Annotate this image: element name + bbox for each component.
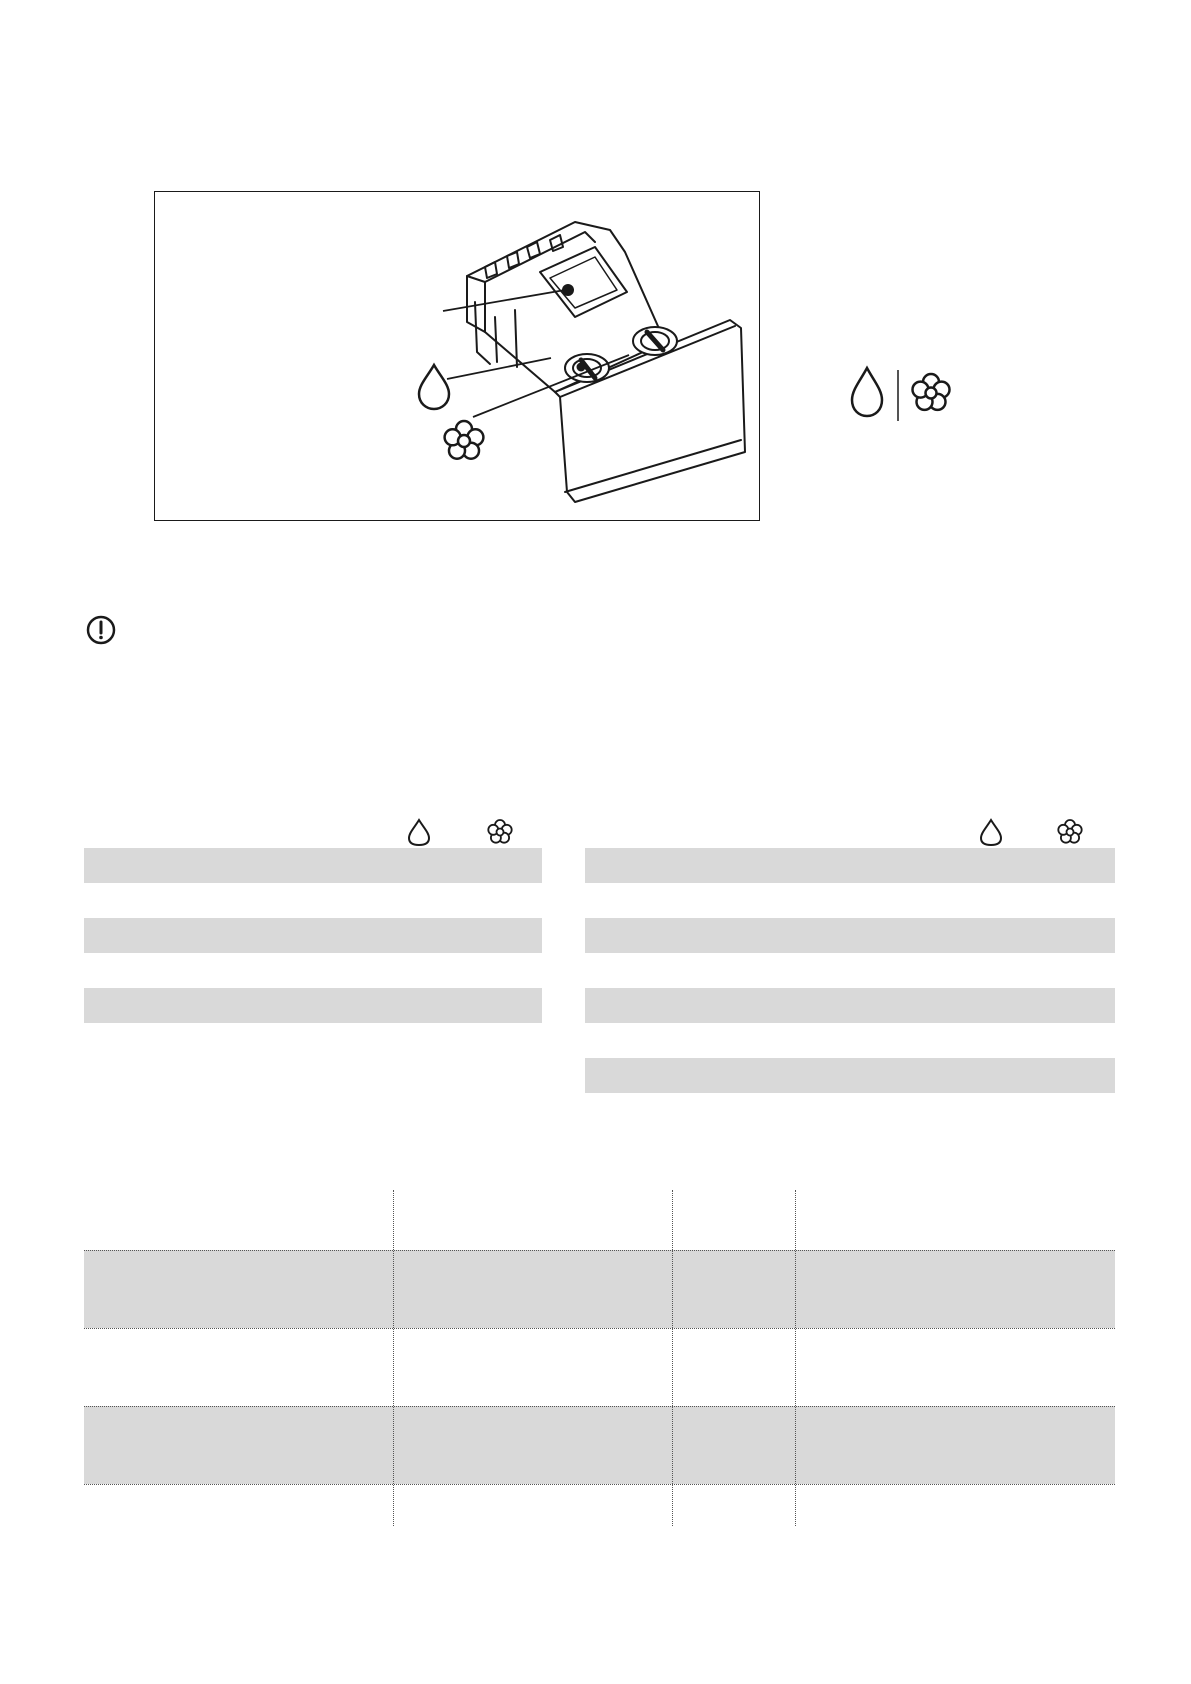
column-divider [393,1190,394,1526]
table-row [84,1484,1115,1526]
table-row [84,1250,1115,1328]
drop-icon [419,365,449,409]
row-divider [84,1406,1115,1407]
program-grid-table [84,1190,1115,1526]
column-divider [672,1190,673,1526]
column-divider [795,1190,796,1526]
drop-icon [406,818,432,846]
exclamation-circle-icon [86,615,116,645]
dot-marker [562,284,574,296]
flower-icon [913,374,950,410]
flower-icon [487,818,513,846]
table-header [585,816,1115,848]
table-row [585,848,1115,883]
table-row [585,953,1115,988]
figure-frame [154,191,760,521]
table-row [84,988,542,1023]
table-row [84,1190,1115,1250]
table-row [84,848,542,883]
row-divider [84,1328,1115,1329]
table-row [585,883,1115,918]
drop-icon [852,368,882,416]
dosage-table-right [585,816,1115,1093]
flower-icon [1057,818,1083,846]
table-row [84,1328,1115,1406]
table-header [84,816,542,848]
table-row [84,1406,1115,1484]
table-row [585,1058,1115,1093]
legend-symbols [850,365,970,425]
row-divider [84,1484,1115,1485]
table-row [84,918,542,953]
dosage-table-left [84,816,542,1023]
table-row [84,953,542,988]
table-row [585,1023,1115,1058]
row-divider [84,1250,1115,1251]
table-row [585,918,1115,953]
flower-icon [445,421,484,459]
table-row [84,883,542,918]
drop-icon [978,818,1004,846]
detergent-drawer-illustration [155,192,761,522]
table-row [585,988,1115,1023]
